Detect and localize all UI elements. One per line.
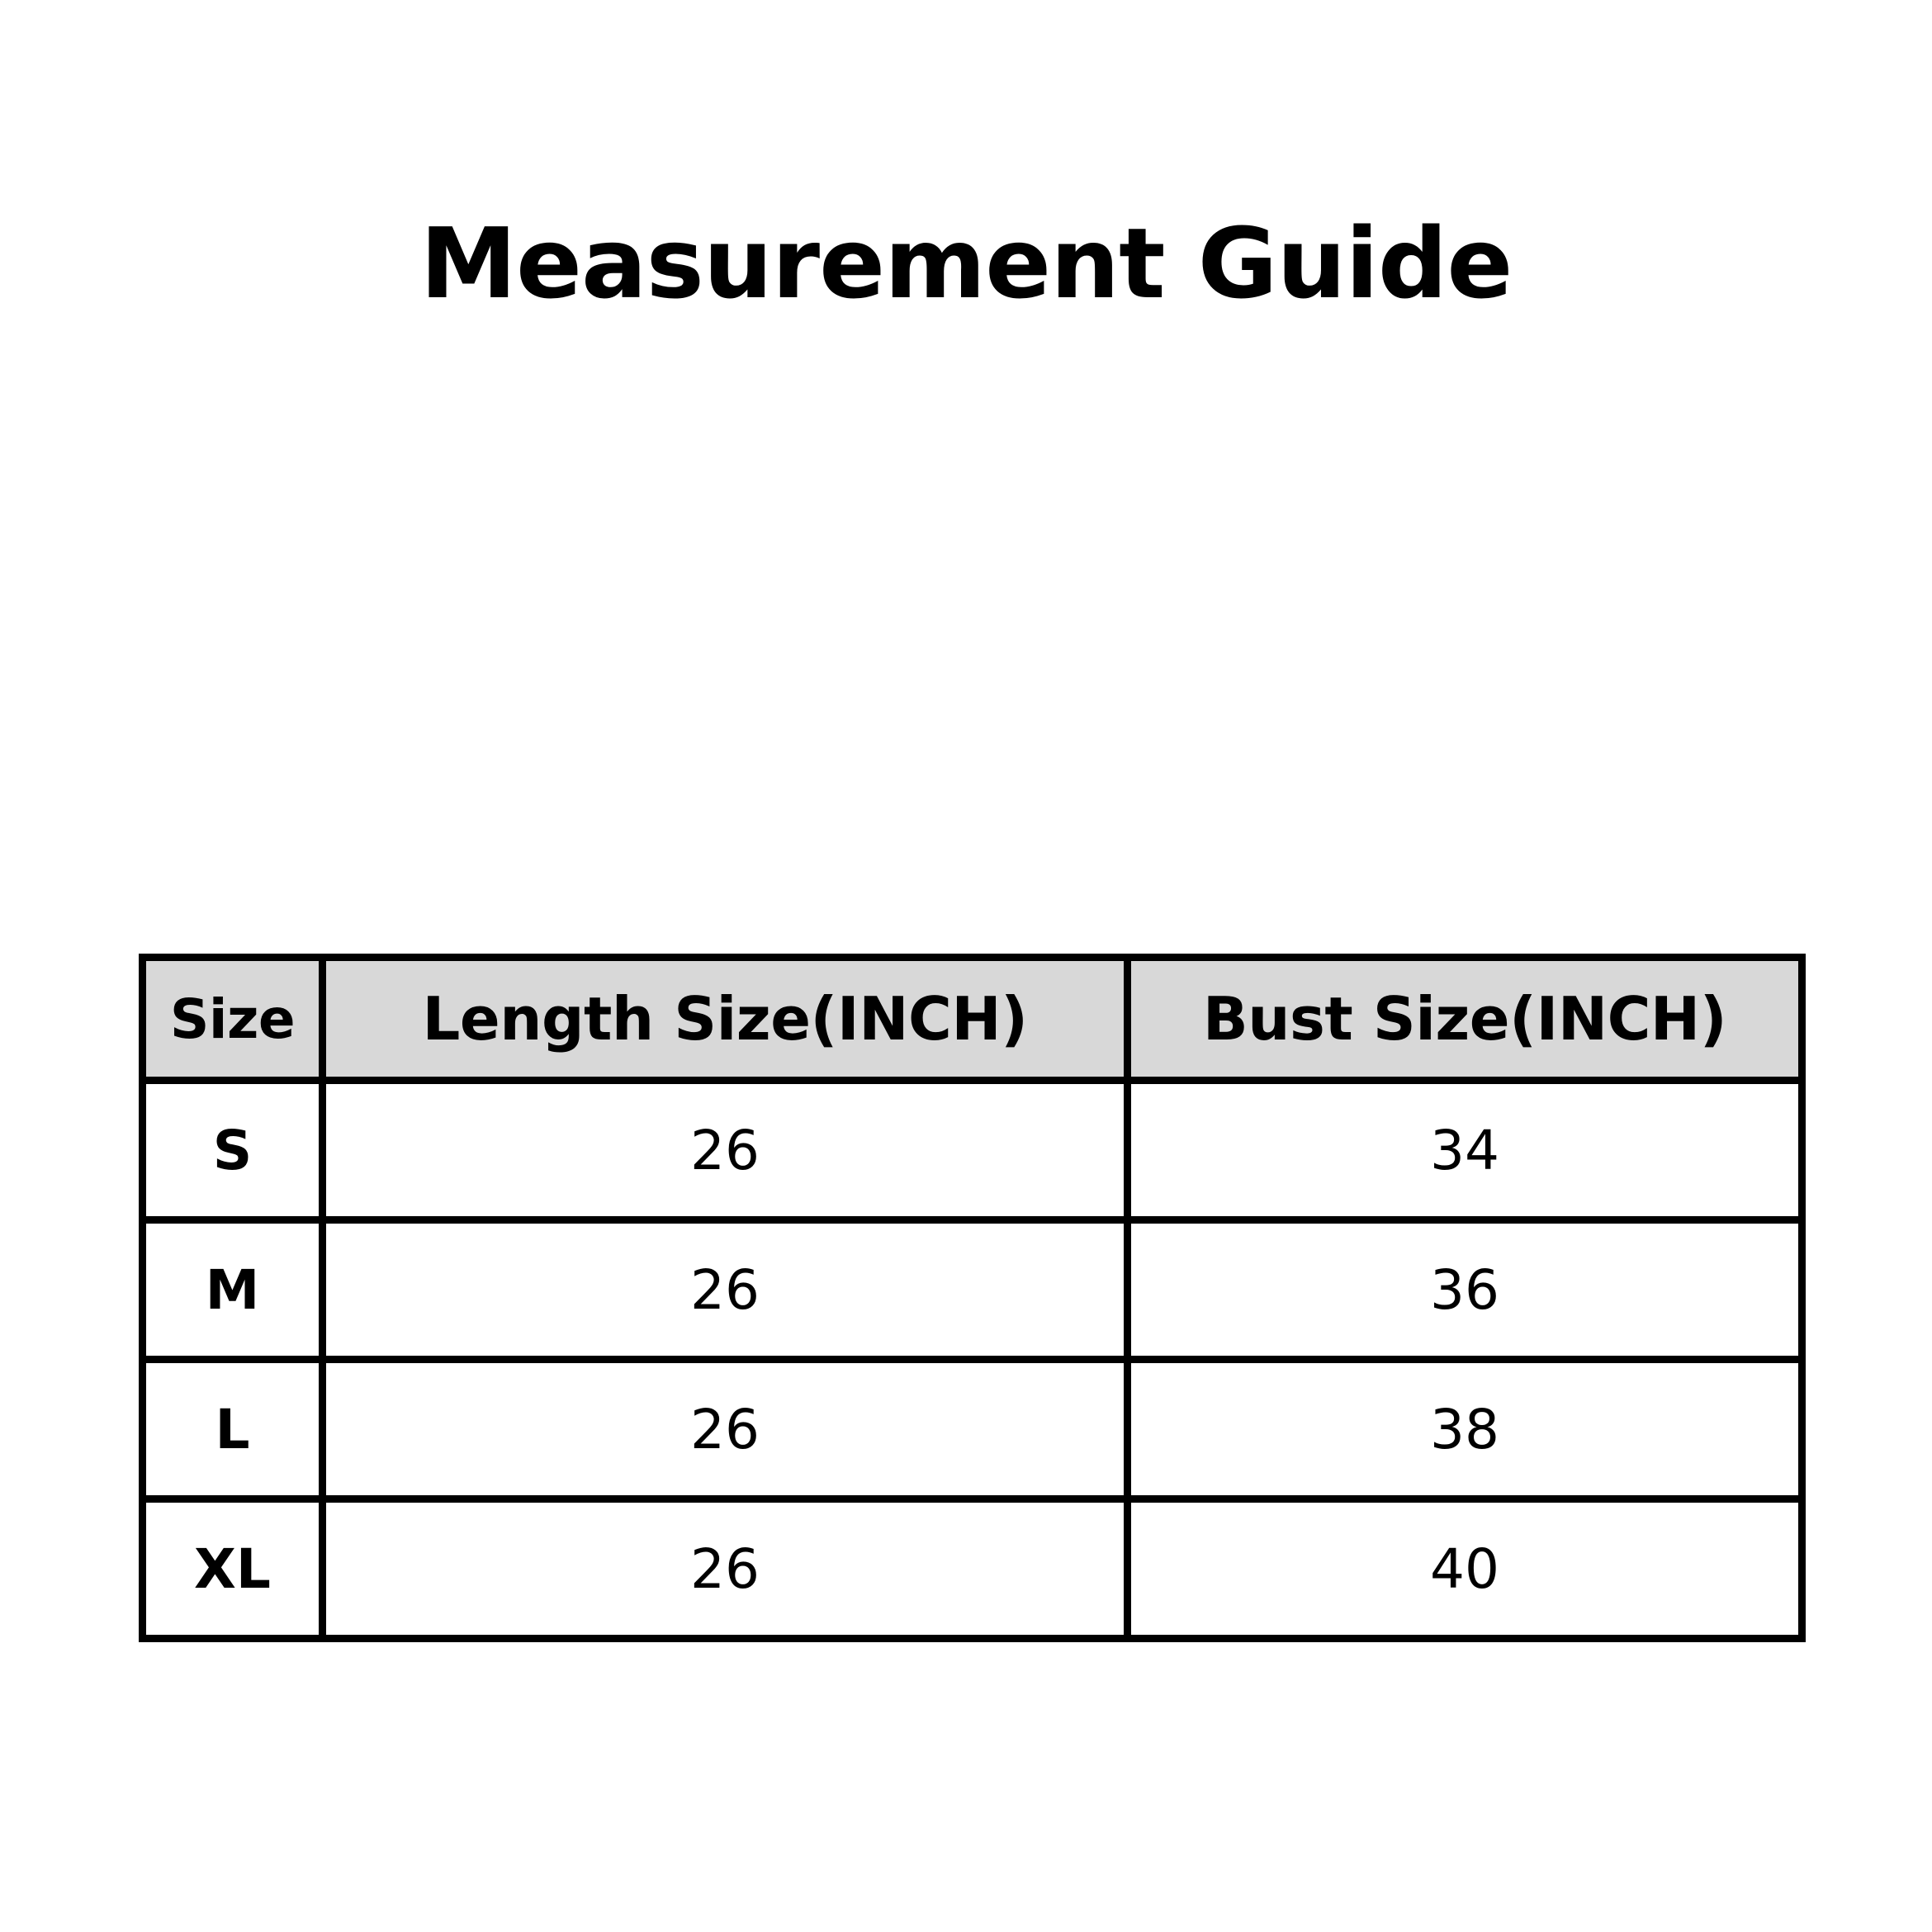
cell-size: L [143, 1360, 323, 1499]
table-row [143, 1081, 1802, 1220]
column-header-size: Size [143, 958, 323, 1081]
cell-size: M [143, 1220, 323, 1360]
table-header-row [143, 958, 1802, 1081]
table-row [143, 1220, 1802, 1360]
size-chart-container [139, 954, 1798, 1642]
table-row [143, 1499, 1802, 1639]
cell-length: 26 [323, 1360, 1128, 1499]
cell-bust: 36 [1128, 1220, 1802, 1360]
cell-length: 26 [323, 1220, 1128, 1360]
cell-size: S [143, 1081, 323, 1220]
cell-size: XL [143, 1499, 323, 1639]
column-header-length: Length Size(INCH) [323, 958, 1128, 1081]
size-chart-table [139, 954, 1806, 1642]
cell-bust: 40 [1128, 1499, 1802, 1639]
table-row [143, 1360, 1802, 1499]
cell-bust: 38 [1128, 1360, 1802, 1499]
column-header-bust: Bust Size(INCH) [1128, 958, 1802, 1081]
table-header [143, 958, 1802, 1081]
page-title: Measurement Guide [419, 206, 1513, 320]
cell-length: 26 [323, 1499, 1128, 1639]
cell-length: 26 [323, 1081, 1128, 1220]
cell-bust: 34 [1128, 1081, 1802, 1220]
table-body [143, 1081, 1802, 1639]
